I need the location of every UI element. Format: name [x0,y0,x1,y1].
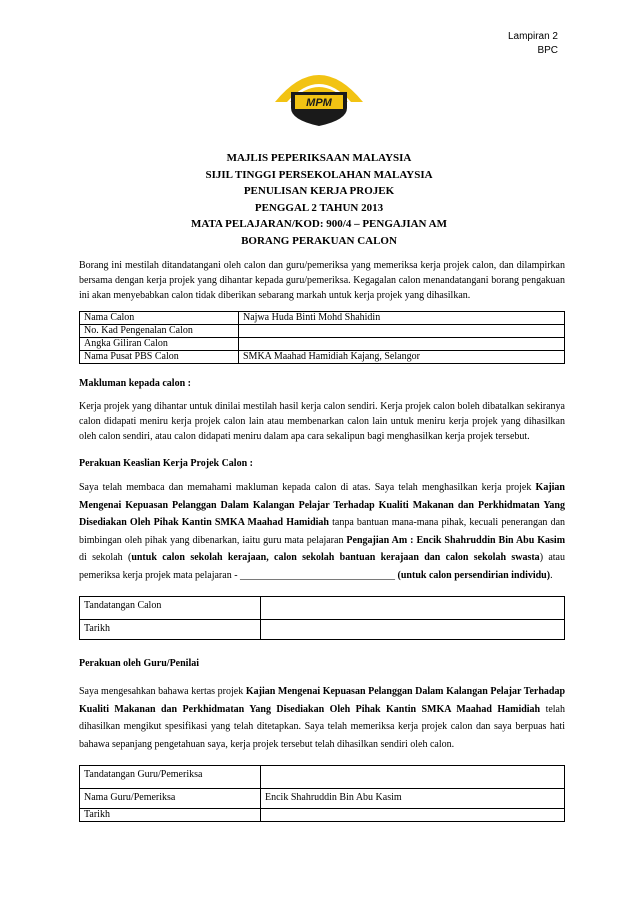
form-content [79,258,565,822]
school-type-note: untuk calon sekolah kerajaan, calon sekolah bantuan kerajaan dan calon sekolah swasta [131,552,540,563]
candidate-table [79,311,565,364]
project-title: Kajian Mengenai Kepuasan Pelanggan Dalam Kalangan Pelajar Terhadap Kualiti Makanan dan Perkhidmatan Yang Disediakan Oleh Pihak Kantin SMKA Maahad Hamidiah [79,686,566,715]
teacher-signature-table [79,765,565,822]
perakuan-guru-paragraph [79,683,565,753]
subject-name: Pengajian Am : [346,534,414,546]
text-run: telah dihasilkan mengikut spesifikasi yang telah ditetapkan. Saya telah memeriksa kerja projek calon dan saya berpuas hati bahawa sepanjang pengetahuan saya, kerja projek tersebut telah dihasilkan sendiri oleh calon. [79,703,565,750]
logo-text: MPM [306,97,332,109]
date-field[interactable] [261,809,565,822]
makluman-paragraph: Kerja projek yang dihantar untuk dinilai mestilah hasil kerja calon sendiri. Kerja projek calon boleh dibatalkan sekiranya calon didapati meniru kerja projek calon lain atau membenarkan calon lain untuk meniru kerja projek yang dihasilkan oleh calon sendiri, atau calon didapati meniru dalam apa cara sekalipun bagi menghasilkan kerja projek tersebut. [79,401,565,442]
table-row [80,766,565,789]
text-run: Saya telah membaca dan memahami makluman kepada calon di atas. Saya telah menghasilkan kerja projek [79,482,532,493]
document-code: BPC [537,45,558,56]
perakuan-guru-title: Perakuan oleh Guru/Penilai [79,658,200,669]
text-run: ) atau pemeriksa kerja projek mata pelajaran - [79,552,565,581]
heading-line: BORANG PERAKUAN CALON [241,234,397,247]
field-label: Nama Calon [80,312,239,325]
text-run: tanpa bantuan mana-mana pihak, kecuali penerangan dan bimbingan oleh pihak yang dibenarkan, iaitu guru mata pelajaran [79,517,566,546]
field-value[interactable] [239,325,565,338]
heading-line: MATA PELAJARAN/KOD: 900/4 – PENGAJIAN AM [191,218,447,230]
field-label: Tandatangan Calon [80,597,261,620]
intro-paragraph: Borang ini mestilah ditandatangani oleh calon dan guru/pemeriksa yang memeriksa kerja projek calon, dan dilampirkan bersama dengan kerja projek yang dihantar kepada guru/pemeriksa. Kegagalan calon menandatangani borang pengakuan ini akan menyebabkan calon tidak diberikan sebarang markah untuk kerja projek yang dihasilkan. [79,260,565,301]
table-row [80,789,565,809]
table-row [80,338,565,351]
signature-field[interactable] [261,597,565,620]
candidate-signature-table [79,596,565,640]
heading-line: MAJLIS PEPERIKSAAN MALAYSIA [226,152,412,164]
field-value[interactable] [239,338,565,351]
private-candidate-note: (untuk calon persendirian individu) [397,569,551,581]
heading-line: PENGGAL 2 TAHUN 2013 [254,201,384,214]
perakuan-calon-title: Perakuan Keaslian Kerja Projek Calon : [79,458,253,469]
heading-line: SIJIL TINGGI PERSEKOLAHAN MALAYSIA [205,168,433,181]
field-label: No. Kad Pengenalan Calon [80,325,239,338]
field-label: Nama Pusat PBS Calon [80,351,239,364]
text-run: di sekolah ( [79,552,132,563]
lampiran-label: Lampiran 2 [507,31,558,42]
perakuan-calon-paragraph [79,479,565,584]
blank-line[interactable]: _______________________________ [240,569,396,581]
field-label: Nama Guru/Pemeriksa [80,789,261,809]
text-run: Saya mengesahkan bahawa kertas projek [79,686,244,697]
table-row [80,597,565,620]
field-label: Angka Giliran Calon [80,338,239,351]
heading-line: PENULISAN KERJA PROJEK [243,185,395,197]
table-row [80,312,565,325]
field-label: Tarikh [80,809,261,822]
document-heading [0,150,638,249]
table-row [80,325,565,338]
teacher-name: Encik Shahruddin Bin Abu Kasim [416,534,566,546]
field-value[interactable]: SMKA Maahad Hamidiah Kajang, Selangor [239,351,565,364]
table-row [80,351,565,364]
field-label: Tandatangan Guru/Pemeriksa [80,766,261,789]
project-title: Kajian Mengenai Kepuasan Pelanggan Dalam Kalangan Pelajar Terhadap Kualiti Makanan dan Perkhidmatan Yang Disediakan Oleh Pihak Kantin SMKA Maahad Hamidiah [79,482,565,528]
signature-field[interactable] [261,766,565,789]
field-value[interactable]: Najwa Huda Binti Mohd Shahidin [239,312,565,325]
date-field[interactable] [261,620,565,640]
text-run: . [550,569,553,581]
mpm-logo [273,62,365,128]
table-row [80,620,565,640]
table-row [80,809,565,822]
makluman-title: Makluman kepada calon : [79,378,191,389]
field-label: Tarikh [80,620,261,640]
teacher-name-field[interactable]: Encik Shahruddin Bin Abu Kasim [261,789,565,809]
page-header [508,30,558,58]
